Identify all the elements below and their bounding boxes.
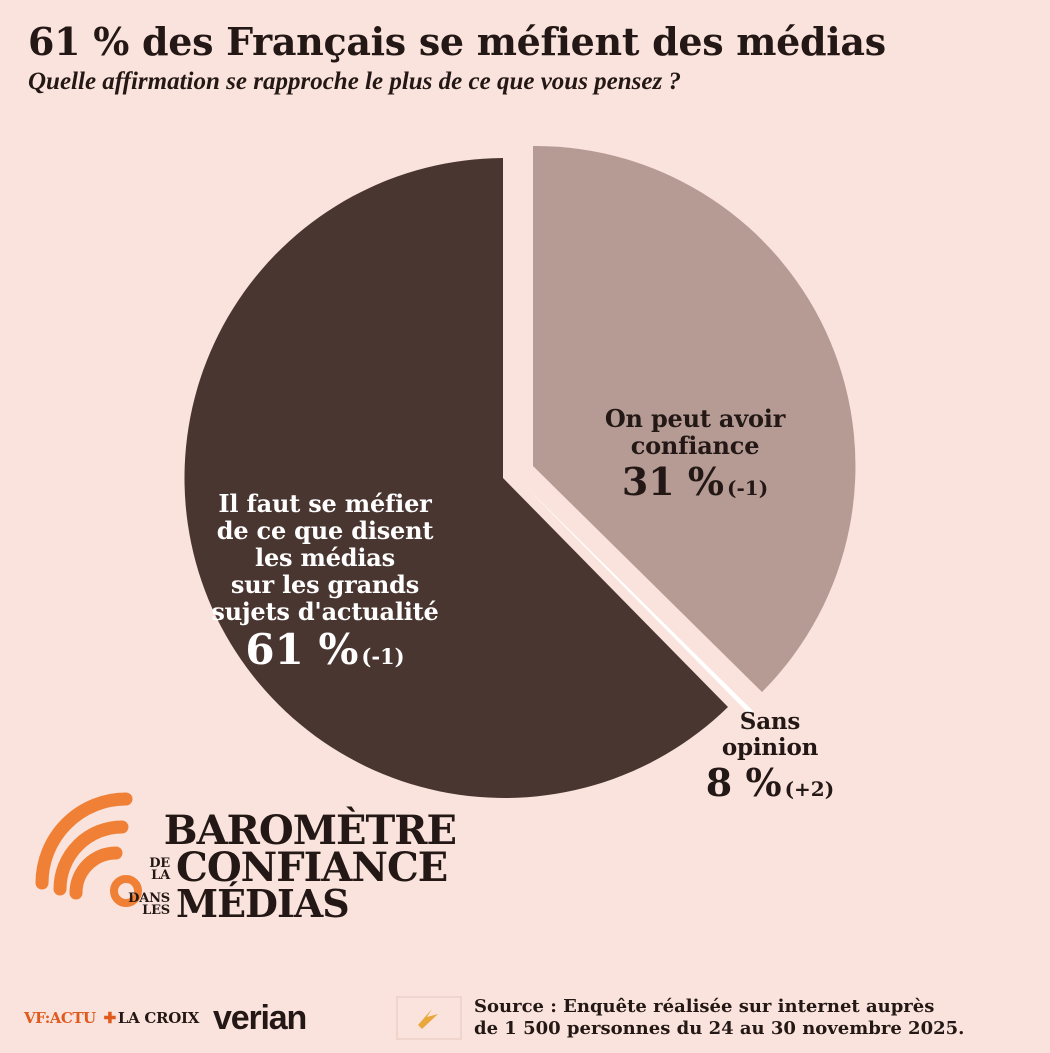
pie-value-mefier: 61 % xyxy=(245,624,359,674)
pie-label-mefier-line4: sur les grands xyxy=(230,570,420,600)
footer-logos xyxy=(24,999,384,1038)
pie-chart xyxy=(0,101,1050,821)
pie-chart-svg xyxy=(0,101,1050,821)
source-note-line2: de 1 500 personnes du 24 au 30 novembre 2025. xyxy=(474,1018,965,1039)
cross-icon: ✚ xyxy=(103,1009,116,1027)
pie-label-mefier xyxy=(160,491,490,674)
pie-delta-sans-opinion: (+2) xyxy=(784,776,835,801)
pie-label-sans-opinion xyxy=(660,709,880,804)
la-croix-logo[interactable] xyxy=(104,1009,199,1027)
barometre-line-2-small xyxy=(126,855,176,887)
chart-header xyxy=(0,0,1050,95)
pie-value-sans-opinion: 8 % xyxy=(705,759,782,805)
pie-value-confiance: 31 % xyxy=(621,459,725,505)
pie-label-mefier-line3: les médias xyxy=(255,543,395,573)
pie-label-mefier-line5: sujets d'actualité xyxy=(211,596,439,626)
barometre-line-2-big: CONFIANCE xyxy=(176,843,448,891)
laposte-bird-icon xyxy=(412,1005,446,1031)
barometre-line-3-small-a: DANS xyxy=(128,890,170,906)
barometre-line-3 xyxy=(126,880,456,926)
source-note xyxy=(474,996,1026,1041)
footer xyxy=(0,983,1050,1053)
pie-label-sans-opinion-line1: Sans xyxy=(739,708,801,736)
barometre-wordmark xyxy=(126,807,456,926)
barometre-line-1-big: BAROMÈTRE xyxy=(163,807,456,854)
laposte-logo xyxy=(396,996,462,1040)
barometre-line-2-small-b: LA xyxy=(151,868,170,884)
laposte-logo-wrap xyxy=(384,996,474,1040)
barometre-logo xyxy=(22,787,462,967)
barometre-line-1-small xyxy=(126,846,164,850)
barometre-line-2-small-a: DE xyxy=(149,855,170,871)
pie-label-confiance xyxy=(570,406,820,503)
pie-label-confiance-line2: confiance xyxy=(630,431,760,461)
la-croix-label: LA CROIX xyxy=(117,1009,200,1027)
pie-label-mefier-line1: Il faut se méfier xyxy=(218,489,432,519)
barometre-line-3-small xyxy=(126,890,176,922)
barometre-line-3-big: MÉDIAS xyxy=(176,880,349,926)
source-note-line1: Source : Enquête réalisée sur internet auprès xyxy=(474,995,935,1017)
pie-label-confiance-line1: On peut avoir xyxy=(604,404,786,434)
chart-subtitle: Quelle affirmation se rapproche le plus de ce que vous pensez ? xyxy=(28,67,681,95)
barometre-line-3-small-b: LES xyxy=(142,903,170,919)
verian-logo[interactable]: verian xyxy=(213,998,307,1037)
pie-label-sans-opinion-line2: opinion xyxy=(721,734,819,762)
vf-actu-logo[interactable]: VF:ACTU xyxy=(24,1009,96,1027)
pie-delta-confiance: (-1) xyxy=(727,476,769,501)
pie-label-mefier-line2: de ce que disent xyxy=(216,516,434,546)
page-title: 61 % des Français se méfient des médias xyxy=(28,19,886,64)
pie-delta-mefier: (-1) xyxy=(361,643,405,669)
